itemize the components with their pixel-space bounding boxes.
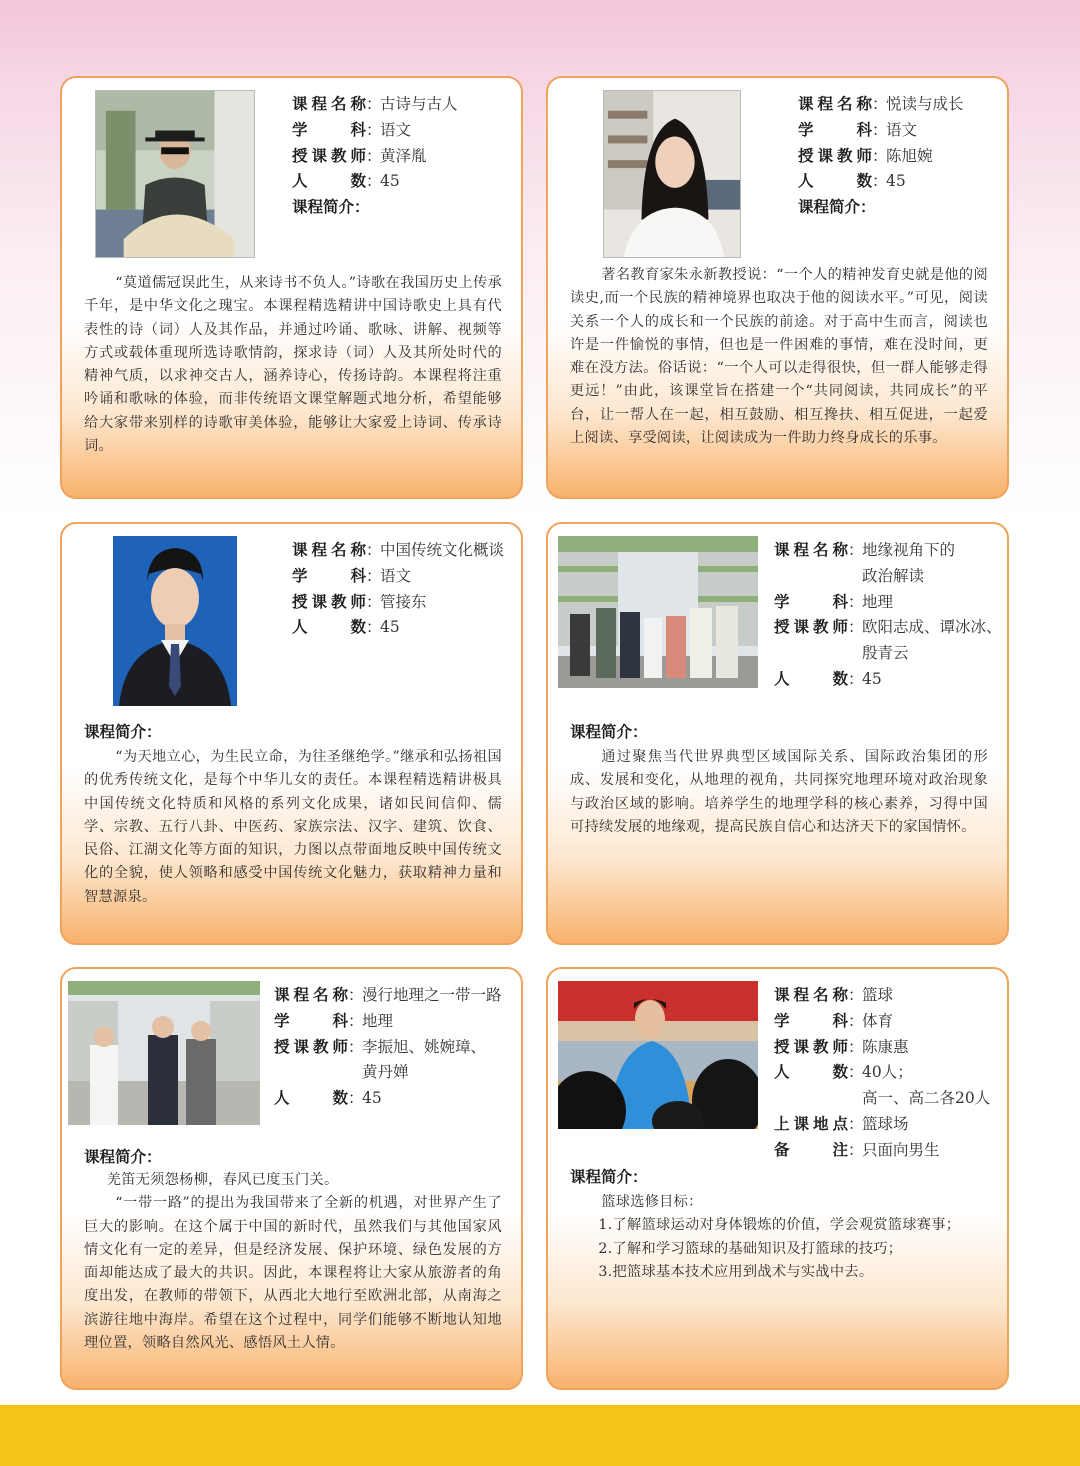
count: 45 [380,618,400,637]
course-intro: 羌笛无须怨杨柳，春风已度玉门关。 “一带一路”的提出为我国带来了全新的机遇，对世界产生了巨大的影响。在这个属于中国的新时代，虽然我们与其他国家风情文化有一定的差异，但是经济发展、保护环境、绿色发展的方面却能达成了最大的共识。因此，本课程将让大家从旅游者的角度出发，在教师的带领下，从西北大地行至欧洲北部，从南海之滨游往地中海岸。希望在这个过程中，同学们能够不断地认知地理位置，领略自然风光、感悟风土人情。 [84,1172,502,1352]
teacher-label: 授课教师 [292,146,366,165]
course-info: 课程名称 ： 篮球 学 科 ： 体育 授课教师 ： 陈康惠 人 数 ： 40人； 高一、高二各20人 上课地点 ： 篮球场 备 注 ： 只面向男生 [774,983,990,1164]
course-name-label: 课程名称 [292,95,366,113]
course-name: 古诗与古人 [380,95,458,113]
count-label: 人 数 [274,1089,348,1108]
course-name-label: 课程名称 [274,986,348,1004]
subject: 地理 [362,1011,394,1030]
course-card-5 [60,967,523,1390]
remark-label: 备 注 [774,1140,848,1159]
course-intro: 篮球选修目标： 1.了解篮球运动对身体锻炼的价值，学会观赏篮球赛事； 2.了解和学习篮球的基础知识及打篮球的技巧； 3.把篮球基本技术应用到战术与实战中去。 [598,1194,961,1280]
teacher-label: 授课教师 [274,1037,348,1056]
course-card-3 [60,522,523,945]
teacher-photo [558,536,758,688]
teacher-label: 授课教师 [798,146,872,165]
course-name-label: 课程名称 [798,95,872,113]
teacher-line-2: 黄丹婵 [362,1063,409,1082]
course-info: 课程名称 ： 悦读与成长 学 科 ： 语文 授课教师 ： 陈旭婉 人 数 ： 45 课程简介： [798,92,964,221]
intro-label: 课程简介： [292,198,370,217]
course-name: 篮球 [862,986,894,1004]
teacher-photo [558,981,758,1129]
subject: 语文 [886,120,918,139]
course-name: 悦读与成长 [886,95,964,113]
bottom-band [0,1405,1080,1466]
course-card-6 [546,967,1009,1390]
count-label: 人 数 [774,669,848,688]
count: 45 [380,172,400,191]
course-info: 课程名称 ： 古诗与古人 学 科 ： 语文 授课教师 ： 黄泽胤 人 数 ： 45 课程简介： [292,92,458,221]
count-line-2: 高一、高二各20人 [862,1089,991,1108]
teacher-label: 授课教师 [774,618,848,637]
course-name-line-1: 地缘视角下的 [862,541,956,559]
course-info: 课程名称 ： 地缘视角下的 政治解读 学 科 ： 地理 授课教师 ： 欧阳志成、谭冰冰、 殷青云 人 数 ： 45 [774,538,1002,693]
teacher-label: 授课教师 [292,592,366,611]
course-name-label: 课程名称 [774,986,848,1004]
subject-label: 学 科 [774,1011,848,1030]
subject: 语文 [380,120,412,139]
subject: 地理 [862,592,894,611]
subject-label: 学 科 [274,1011,348,1030]
count-label: 人 数 [774,1063,848,1082]
intro-label: 课程简介： [570,1168,648,1186]
teacher-photo [68,981,260,1125]
teacher-label: 授课教师 [774,1037,848,1056]
course-info: 课程名称 ： 中国传统文化概谈 学 科 ： 语文 授课教师 ： 管接东 人 数 ： 45 [292,538,504,641]
subject-label: 学 科 [292,120,366,139]
count: 45 [886,172,906,191]
course-card-2 [546,76,1009,499]
subject-label: 学 科 [774,592,848,611]
course-name: 漫行地理之一带一路 [362,986,502,1004]
teacher-photo [603,90,741,258]
intro-label: 课程简介： [798,198,876,217]
course-intro: 通过聚焦当代世界典型区域国际关系、国际政治集团的形成、发展和变化，从地理的视角，共同探究地理环境对政治现象与政治区域的影响。培养学生的地理学科的核心素养，习得中国可持续发展的地缘观，提高民族自信心和达济天下的家国情怀。 [570,749,988,835]
remark: 只面向男生 [862,1140,940,1159]
location-label: 上课地点 [774,1114,848,1133]
intro-label: 课程简介： [84,1148,162,1166]
count: 45 [362,1089,382,1108]
course-info: 课程名称 ： 漫行地理之一带一路 学 科 ： 地理 授课教师 ： 李振旭、姚婉璋、 黄丹婵 人 数 ： 45 [274,983,502,1112]
teacher: 陈康惠 [862,1037,909,1056]
course-name-label: 课程名称 [774,541,848,559]
location: 篮球场 [862,1114,909,1133]
intro-label: 课程简介： [570,723,648,741]
subject-label: 学 科 [292,566,366,585]
count-label: 人 数 [798,172,872,191]
course-intro: “为天地立心，为生民立命，为往圣继绝学。”继承和弘扬祖国的优秀传统文化，是每个中华儿女的责任。本课程精选精讲极具中国传统文化特质和风格的系列文化成果，诸如民间信仰、儒学、宗教、五行八卦、中医药、家族宗法、汉字、建筑、饮食、民俗、江湖文化等方面的知识，力图以点带面地反映中国传统文化的全貌，使人领略和感受中国传统文化魅力，获取精神力量和智慧源泉。 [84,749,502,905]
subject-label: 学 科 [798,120,872,139]
teacher-line-1: 李振旭、姚婉璋、 [362,1037,487,1056]
course-intro: “莫道儒冠误此生，从来诗书不负人。”诗歌在我国历史上传承千年，是中华文化之瑰宝。本课程精选精讲中国诗歌史上具有代表性的诗（词）人及其作品，并通过吟诵、歌咏、讲解、视频等方式或载体重现所选诗歌情韵，探求诗（词）人及其所处时代的精神气质，以求神交古人，涵养诗心，传扬诗韵。本课程将注重吟诵和歌咏的体验，而非传统语文课堂解题式地分析，希望能够给大家带来别样的诗歌审美体验，能够让大家爱上诗词、传承诗词。 [84,275,502,455]
course-card-4 [546,522,1009,945]
count-label: 人 数 [292,172,366,191]
teacher: 管接东 [380,592,427,611]
course-card-1 [60,76,523,499]
course-name-label: 课程名称 [292,541,366,559]
teacher-line-1: 欧阳志成、谭冰冰、 [862,618,1002,637]
count-line-1: 40人； [862,1063,913,1082]
subject: 体育 [862,1011,894,1030]
course-intro: 著名教育家朱永新教授说：“一个人的精神发育史就是他的阅读史,而一个民族的精神境界也取决于他的阅读水平。”可见，阅读关系一个人的成长和一个民族的前途。对于高中生而言，阅读也许是一件愉悦的事情，但也是一件困难的事情，难在没时间，更难在没方法。俗话说：“一个人可以走得很快，但一群人能够走得更远！”由此，该课堂旨在搭建一个“共同阅读，共同成长”的平台，让一帮人在一起，相互鼓励、相互搀扶、相互促进，一起爱上阅读、享受阅读，让阅读成为一件助力终身成长的乐事。 [570,267,988,447]
intro-label: 课程简介： [84,723,162,741]
count-label: 人 数 [292,618,366,637]
teacher: 陈旭婉 [886,146,933,165]
course-name-line-2: 政治解读 [862,566,925,585]
teacher-photo [113,536,237,706]
teacher-photo [95,90,255,258]
teacher-line-2: 殷青云 [862,644,909,663]
teacher: 黄泽胤 [380,146,427,165]
count: 45 [862,669,882,688]
subject: 语文 [380,566,412,585]
course-name: 中国传统文化概谈 [380,541,505,559]
